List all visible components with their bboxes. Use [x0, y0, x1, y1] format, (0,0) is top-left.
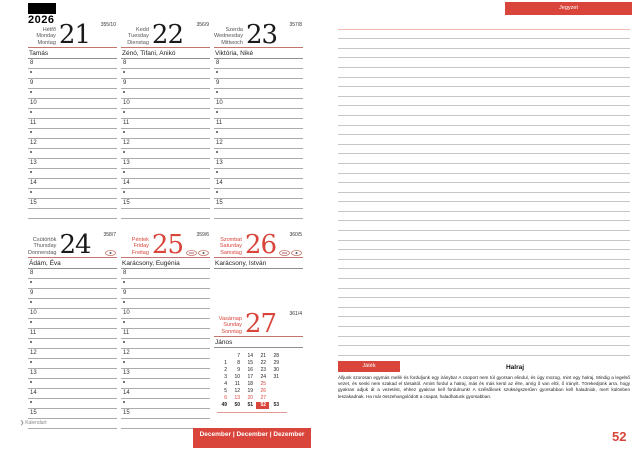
game-tag: Játék — [338, 361, 400, 372]
half-hour-marker — [30, 171, 32, 173]
year-label: 2026 — [28, 14, 55, 26]
hour-row[interactable]: 15 — [121, 199, 210, 209]
note-lines[interactable] — [338, 20, 630, 356]
hour-row[interactable]: 12 — [28, 139, 117, 149]
hour-row[interactable]: 11 — [121, 119, 210, 129]
day-name-label: Friday — [133, 243, 149, 249]
day-name-label: Montag — [37, 39, 56, 46]
mini-calendar-day — [269, 388, 282, 395]
hour-row[interactable]: 14 — [121, 179, 210, 189]
hour-row[interactable]: 8 — [214, 59, 303, 69]
half-hour-marker — [30, 401, 32, 403]
note-line[interactable] — [338, 30, 630, 40]
mini-calendar-day: 26 — [260, 388, 266, 394]
day-of-year: 361/4 — [289, 311, 302, 317]
half-hour-marker — [123, 91, 125, 93]
hour-row[interactable]: 9 — [121, 79, 210, 89]
mini-calendar-row — [217, 374, 287, 381]
mini-calendar-day: 9 — [237, 367, 240, 373]
day-name-label: Szerda — [225, 26, 243, 33]
hour-rows — [214, 59, 303, 219]
note-line[interactable] — [338, 221, 630, 231]
note-line[interactable] — [338, 241, 630, 251]
mini-calendar-day: 7 — [237, 353, 240, 359]
mini-calendar-day: 4 — [224, 381, 227, 387]
half-hour-marker — [123, 151, 125, 153]
day-number: 22 — [151, 20, 183, 50]
day-of-year: 357/8 — [289, 22, 302, 28]
note-line[interactable] — [338, 126, 630, 136]
day-name-label: Péntek — [131, 236, 149, 243]
mini-calendar-row — [217, 388, 287, 395]
game-description: Álljunk szorosan egymás mellé és forduljunk egy irányba! A csoport nem túl gyorsan elindul, és úgy mozog, mint egy halraj. Mindig a legelső vezet, és senki nem szakad el társaitól. Amint fordul a halraj, más és más kerül az élre, amíg ő van elöl, ő irányít. Törekedjünk arra, hogy gyakran adjuk át a vezetést, ehhez gyakran kell fordulnunk! A szélsőknek szükségszerűen gyorsabban kell haladniuk, mert különben leszakadnak. Ha már összehangolódott a csapat, haladhatunk gyorsabban. — [338, 375, 630, 399]
mini-calendar-row — [217, 353, 287, 360]
day-name-label: Sonntag — [221, 328, 242, 335]
mini-calendar-row — [217, 367, 287, 374]
note-line[interactable] — [338, 39, 630, 49]
mini-calendar-day: 24 — [260, 374, 266, 380]
half-hour-marker — [123, 321, 125, 323]
day-of-year: 360/5 — [289, 232, 302, 238]
half-hour-row[interactable] — [28, 359, 117, 369]
hour-row[interactable]: 14 — [28, 389, 117, 399]
half-hour-row[interactable] — [28, 169, 117, 179]
half-hour-row[interactable] — [28, 379, 117, 389]
half-hour-row[interactable] — [121, 299, 210, 309]
note-line[interactable] — [338, 154, 630, 164]
half-hour-row[interactable] — [214, 109, 303, 119]
half-hour-marker — [30, 151, 32, 153]
mini-calendar-day: 27 — [260, 395, 266, 401]
half-hour-row[interactable] — [28, 189, 117, 199]
hour-row[interactable]: 12 — [121, 139, 210, 149]
day-header — [121, 228, 210, 258]
hour-row[interactable]: 9 — [214, 79, 303, 89]
hour-row[interactable]: 13 — [28, 159, 117, 169]
nameday-label: Karácsony, Eugénia — [121, 258, 210, 269]
hour-row[interactable]: 9 — [28, 79, 117, 89]
day-of-year: 359/6 — [196, 232, 209, 238]
day-header — [28, 18, 117, 48]
hour-row[interactable]: 14 — [214, 179, 303, 189]
half-hour-row[interactable] — [28, 399, 117, 409]
hour-row[interactable]: 8 — [121, 59, 210, 69]
half-hour-marker — [123, 301, 125, 303]
hour-row[interactable]: 9 — [121, 289, 210, 299]
nameday-label: Zénó, Tifani, Anikó — [121, 48, 210, 59]
mini-calendar-day: 14 — [247, 353, 253, 359]
week-number: 49 — [221, 402, 227, 408]
nameday-label: Viktória, Niké — [214, 48, 303, 59]
half-hour-marker — [123, 341, 125, 343]
half-hour-marker — [30, 91, 32, 93]
note-line[interactable] — [338, 327, 630, 337]
day-name-label: Vasárnap — [218, 315, 242, 322]
note-line[interactable] — [338, 260, 630, 270]
half-hour-marker — [30, 381, 32, 383]
half-hour-marker — [123, 171, 125, 173]
hour-row[interactable]: 11 — [214, 119, 303, 129]
day-name-label: Sunday — [223, 322, 242, 328]
note-line[interactable] — [338, 116, 630, 126]
half-hour-row[interactable] — [121, 359, 210, 369]
half-hour-marker — [216, 131, 218, 133]
week-number: 53 — [273, 402, 279, 408]
hour-row[interactable]: 13 — [121, 369, 210, 379]
half-hour-row[interactable] — [28, 319, 117, 329]
mini-calendar-day: 18 — [247, 381, 253, 387]
moon-phase-icon — [198, 250, 209, 256]
note-line[interactable] — [338, 87, 630, 97]
note-line[interactable] — [338, 49, 630, 59]
nameday-label: János — [214, 337, 303, 348]
half-hour-marker — [30, 191, 32, 193]
day-number: 24 — [59, 230, 91, 260]
day-of-year: 358/7 — [103, 232, 116, 238]
hour-row[interactable]: 10 — [121, 99, 210, 109]
mini-calendar — [217, 353, 287, 413]
hour-row[interactable]: 8 — [28, 269, 117, 279]
day-header — [214, 228, 303, 258]
day-name-label: Wednesday — [214, 33, 243, 39]
half-hour-marker — [30, 341, 32, 343]
day-names — [121, 237, 152, 258]
week-number: 52 — [256, 402, 269, 409]
mini-calendar-day: 2 — [224, 367, 227, 373]
day-number: 23 — [245, 20, 278, 50]
hour-row[interactable]: 10 — [28, 99, 117, 109]
half-hour-row[interactable] — [121, 109, 210, 119]
hour-rows — [28, 269, 117, 429]
day-of-year: 356/9 — [196, 22, 209, 28]
half-hour-row[interactable] — [214, 169, 303, 179]
note-line[interactable] — [338, 145, 630, 155]
day-header — [121, 18, 210, 48]
nameday-label: Tamás — [28, 48, 117, 59]
day-block-sunday — [214, 307, 303, 413]
note-line[interactable] — [338, 106, 630, 116]
hour-row[interactable]: 14 — [28, 179, 117, 189]
note-line[interactable] — [338, 212, 630, 222]
half-hour-row[interactable] — [214, 149, 303, 159]
note-line[interactable] — [338, 68, 630, 78]
mini-calendar-row — [217, 395, 287, 402]
day-names — [214, 27, 246, 48]
day-block-friday — [121, 228, 210, 429]
game-section — [338, 361, 630, 400]
mini-calendar-day — [269, 381, 282, 388]
mini-calendar-day: 17 — [247, 374, 253, 380]
half-hour-row[interactable] — [121, 189, 210, 199]
mini-calendar-day: 6 — [224, 395, 227, 401]
day-name-label: Kedd — [136, 26, 149, 33]
day-name-label: Freitag — [131, 249, 149, 256]
day-header — [28, 228, 117, 258]
half-hour-row[interactable] — [121, 319, 210, 329]
mini-calendar-day: 28 — [273, 353, 279, 359]
hour-row[interactable]: 13 — [28, 369, 117, 379]
half-hour-row[interactable] — [28, 149, 117, 159]
holiday-badge-icon — [186, 250, 197, 256]
half-hour-marker — [123, 381, 125, 383]
day-name-label: Szombat — [220, 236, 242, 243]
game-title: Halraj — [505, 364, 525, 371]
hour-row[interactable]: 11 — [28, 329, 117, 339]
note-line[interactable] — [338, 97, 630, 107]
half-hour-row[interactable] — [28, 339, 117, 349]
day-names — [214, 316, 245, 337]
half-hour-row[interactable] — [214, 129, 303, 139]
mini-calendar-day: 16 — [247, 367, 253, 373]
mini-calendar-day: 21 — [260, 353, 266, 359]
hour-row[interactable]: 8 — [28, 59, 117, 69]
mini-calendar-week-row — [217, 402, 287, 409]
hour-row[interactable]: 8 — [121, 269, 210, 279]
half-hour-row[interactable] — [28, 109, 117, 119]
half-hour-marker — [123, 71, 125, 73]
half-hour-marker — [30, 71, 32, 73]
half-hour-marker — [216, 151, 218, 153]
day-number: 27 — [244, 309, 276, 339]
hour-rows — [121, 269, 210, 429]
mini-calendar-day: 30 — [273, 367, 279, 373]
note-line[interactable] — [338, 337, 630, 347]
week-number: 50 — [234, 402, 240, 408]
note-line[interactable] — [338, 58, 630, 68]
note-line[interactable] — [338, 317, 630, 327]
day-block-monday — [28, 18, 117, 219]
day-name-label: Samstag — [220, 249, 242, 256]
mini-calendar-day: 19 — [247, 388, 253, 394]
day-number: 25 — [151, 230, 183, 260]
publisher-logo — [20, 420, 47, 426]
day-name-label: Dienstag — [127, 39, 149, 46]
hour-row[interactable]: 15 — [214, 199, 303, 209]
holiday-badge-icon — [279, 250, 290, 256]
hour-row[interactable]: 12 — [121, 349, 210, 359]
half-hour-row[interactable] — [121, 129, 210, 139]
mini-calendar-day: 12 — [234, 388, 240, 394]
day-name-label: Mittwoch — [221, 39, 243, 46]
hour-row[interactable]: 15 — [28, 409, 117, 419]
note-line[interactable] — [338, 193, 630, 203]
hour-row[interactable]: 10 — [214, 99, 303, 109]
half-hour-marker — [216, 191, 218, 193]
half-hour-row[interactable] — [214, 189, 303, 199]
day-names — [28, 237, 59, 258]
day-name-label: Monday — [36, 33, 56, 39]
half-hour-row[interactable] — [121, 399, 210, 409]
half-hour-marker — [30, 301, 32, 303]
nameday-label: Karácsony, István — [214, 258, 303, 269]
mini-calendar-day: 5 — [224, 388, 227, 394]
half-hour-row[interactable] — [28, 129, 117, 139]
day-names — [214, 237, 245, 258]
day-block-tuesday — [121, 18, 210, 219]
day-name-label: Tuesday — [128, 33, 149, 39]
hour-row[interactable]: 13 — [214, 159, 303, 169]
half-hour-row[interactable] — [28, 279, 117, 289]
day-header — [214, 307, 303, 337]
half-hour-row[interactable] — [121, 69, 210, 79]
day-name-label: Saturday — [219, 243, 242, 249]
hour-row[interactable]: 15 — [121, 409, 210, 419]
half-hour-marker — [30, 131, 32, 133]
half-hour-row[interactable] — [28, 69, 117, 79]
note-line[interactable] — [338, 183, 630, 193]
day-header — [214, 18, 303, 48]
mini-calendar-day — [269, 395, 282, 402]
hour-row[interactable]: 12 — [214, 139, 303, 149]
mini-calendar-day: 29 — [273, 360, 279, 366]
notes-header: Jegyzet — [505, 2, 632, 15]
mini-calendar-day: 1 — [224, 360, 227, 366]
mini-calendar-day: 8 — [237, 360, 240, 366]
hour-row[interactable]: 15 — [28, 199, 117, 209]
note-line[interactable] — [338, 298, 630, 308]
hour-row[interactable]: 11 — [28, 119, 117, 129]
half-hour-row[interactable] — [28, 209, 117, 219]
mini-calendar-day: 22 — [260, 360, 266, 366]
half-hour-row[interactable] — [121, 149, 210, 159]
half-hour-row[interactable] — [214, 69, 303, 79]
half-hour-marker — [216, 111, 218, 113]
half-hour-row[interactable] — [121, 169, 210, 179]
mini-calendar-day: 23 — [260, 367, 266, 373]
moon-phase-icon — [105, 250, 116, 256]
half-hour-row[interactable] — [121, 209, 210, 219]
hour-rows — [28, 59, 117, 219]
note-line[interactable] — [338, 202, 630, 212]
half-hour-row[interactable] — [28, 299, 117, 309]
note-line[interactable] — [338, 346, 630, 356]
day-block-weekend — [214, 228, 303, 413]
hour-rows — [121, 59, 210, 219]
half-hour-row[interactable] — [28, 89, 117, 99]
mini-calendar-day: 31 — [273, 374, 279, 380]
hour-row[interactable]: 11 — [121, 329, 210, 339]
mini-calendar-day: 25 — [260, 381, 266, 387]
half-hour-marker — [30, 361, 32, 363]
note-line[interactable] — [338, 231, 630, 241]
note-line[interactable] — [338, 279, 630, 289]
week-number: 51 — [247, 402, 253, 408]
note-line[interactable] — [338, 78, 630, 88]
half-hour-row[interactable] — [121, 89, 210, 99]
day-name-label: Csütörtök — [32, 236, 57, 243]
mini-calendar-day: 13 — [234, 395, 240, 401]
half-hour-marker — [216, 171, 218, 173]
hour-row[interactable]: 10 — [28, 309, 117, 319]
mini-calendar-day: 3 — [224, 374, 227, 380]
nameday-label: Ádám, Éva — [28, 258, 117, 269]
hour-row[interactable]: 14 — [121, 389, 210, 399]
half-hour-marker — [30, 281, 32, 283]
half-hour-row[interactable] — [121, 379, 210, 389]
half-hour-marker — [30, 321, 32, 323]
mini-calendar-day: 11 — [234, 381, 240, 387]
half-hour-row[interactable] — [214, 209, 303, 219]
half-hour-marker — [216, 71, 218, 73]
publisher-name: Kalendart — [25, 420, 47, 426]
half-hour-marker — [123, 361, 125, 363]
note-line[interactable] — [338, 174, 630, 184]
note-line[interactable] — [338, 164, 630, 174]
day-number: 26 — [244, 230, 276, 260]
mini-calendar-day: 10 — [234, 374, 240, 380]
publisher-logo-icon: ❯ — [20, 420, 25, 426]
hour-row[interactable]: 9 — [28, 289, 117, 299]
half-hour-marker — [216, 91, 218, 93]
half-hour-row[interactable] — [121, 279, 210, 289]
mini-calendar-row — [217, 381, 287, 388]
note-line[interactable] — [338, 250, 630, 260]
note-line[interactable] — [338, 308, 630, 318]
day-name-label: Donnerstag — [28, 249, 57, 256]
day-names — [28, 27, 59, 48]
day-block-thursday — [28, 228, 117, 429]
hour-row[interactable]: 10 — [121, 309, 210, 319]
day-name-label: Thursday — [33, 243, 57, 249]
note-line[interactable] — [338, 135, 630, 145]
day-block-wednesday — [214, 18, 303, 219]
mini-calendar-day: 20 — [247, 395, 253, 401]
day-of-year: 355/10 — [100, 22, 116, 28]
note-line[interactable] — [338, 289, 630, 299]
half-hour-marker — [123, 281, 125, 283]
note-line[interactable] — [338, 269, 630, 279]
day-block-saturday — [214, 228, 303, 269]
half-hour-row[interactable] — [214, 89, 303, 99]
hour-row[interactable]: 13 — [121, 159, 210, 169]
half-hour-row[interactable] — [121, 339, 210, 349]
mini-calendar-day — [217, 353, 230, 360]
half-hour-marker — [123, 191, 125, 193]
mini-calendar-row — [217, 360, 287, 367]
hour-row[interactable]: 12 — [28, 349, 117, 359]
day-names — [121, 27, 152, 48]
moon-phase-icon — [291, 250, 302, 256]
half-hour-marker — [123, 401, 125, 403]
corner-tab — [28, 3, 56, 14]
day-number: 21 — [58, 20, 90, 50]
half-hour-marker — [30, 111, 32, 113]
day-name-label: Hétfő — [42, 26, 56, 33]
half-hour-marker — [123, 131, 125, 133]
note-line[interactable] — [338, 20, 630, 30]
mini-calendar-day: 15 — [247, 360, 253, 366]
footer-month-bar: December | December | Dezember — [193, 428, 311, 448]
page-number: 52 — [612, 429, 627, 444]
half-hour-marker — [123, 111, 125, 113]
